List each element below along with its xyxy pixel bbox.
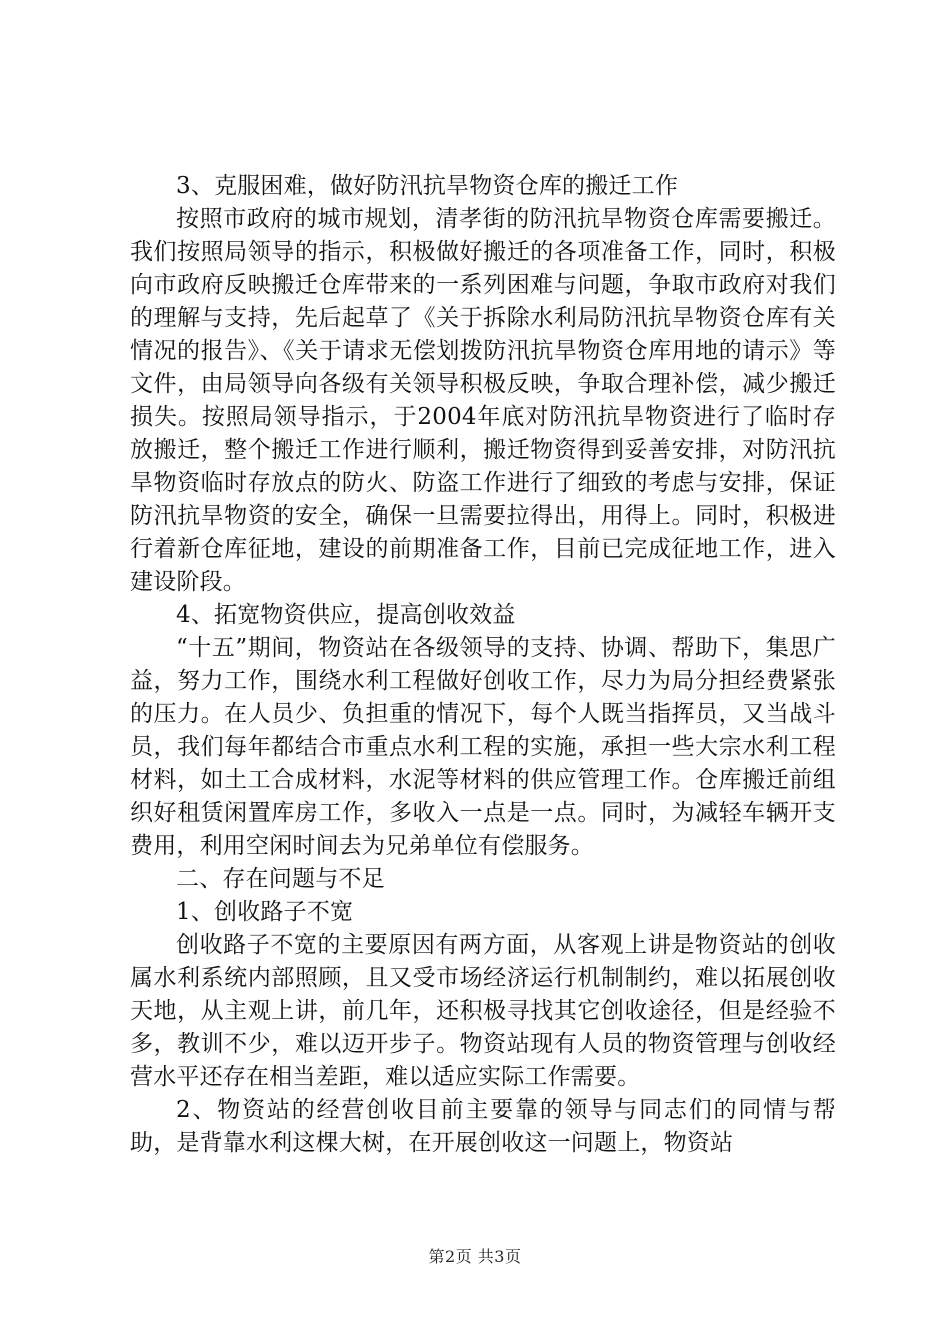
paragraph-narrow-income: 创收路子不宽的主要原因有两方面，从客观上讲是物资站的创收属水利系统内部照顾，且又受市场经济运行机制制约，难以拓展创收天地，从主观上讲，前几年，还积极寻找其它创收途径，但是经验不多，教训不少，难以迈开步子。物资站现有人员的物资管理与创收经营水平还存在相当差距，难以适应实际工作需要。 [130,932,836,1090]
page-footer: 第2页 共3页 [428,1247,522,1266]
paragraph-2-income-reliance: 2、物资站的经营创收目前主要靠的领导与同志们的同情与帮助，是背靠水利这棵大树，在开展创收这一问题上，物资站 [130,1097,836,1156]
heading-3-warehouse-relocation: 3、克服困难，做好防汛抗旱物资仓库的搬迁工作 [176,173,679,199]
heading-1-narrow-income: 1、创收路子不宽 [176,899,354,925]
document-body [130,170,836,1160]
heading-problems-shortcomings: 二、存在问题与不足 [176,866,385,892]
paragraph-warehouse-relocation: 按照市政府的城市规划，清孝街的防汛抗旱物资仓库需要搬迁。我们按照局领导的指示，积极做好搬迁的各项准备工作，同时，积极向市政府反映搬迁仓库带来的一系列困难与问题，争取市政府对我们的理解与支持，先后起草了《关于拆除水利局防汛抗旱物资仓库有关情况的报告》、《关于请求无偿划拨防汛抗旱物资仓库用地的请示》等文件，由局领导向各级有关领导积极反映，争取合理补偿，减少搬迁损失。按照局领导指示，于2004年底对防汛抗旱物资进行了临时存放搬迁，整个搬迁工作进行顺利，搬迁物资得到妥善安排，对防汛抗旱物资临时存放点的防火、防盗工作进行了细致的考虑与安排，保证防汛抗旱物资的安全，确保一旦需要拉得出，用得上。同时，积极进行着新仓库征地，建设的前期准备工作，目前已完成征地工作，进入建设阶段。 [130,206,836,595]
paragraph-expand-supply: “十五”期间，物资站在各级领导的支持、协调、帮助下，集思广益，努力工作，围绕水利工程做好创收工作，尽力为局分担经费紧张的压力。在人员少、负担重的情况下，每个人既当指挥员，又当战斗员，我们每年都结合市重点水利工程的实施，承担一些大宗水利工程材料，如土工合成材料，水泥等材料的供应管理工作。仓库搬迁前组织好租赁闲置库房工作，多收入一点是一点。同时，为减轻车辆开支费用，利用空闲时间去为兄弟单位有偿服务。 [130,635,836,859]
heading-4-expand-supply: 4、拓宽物资供应，提高创收效益 [176,602,516,628]
